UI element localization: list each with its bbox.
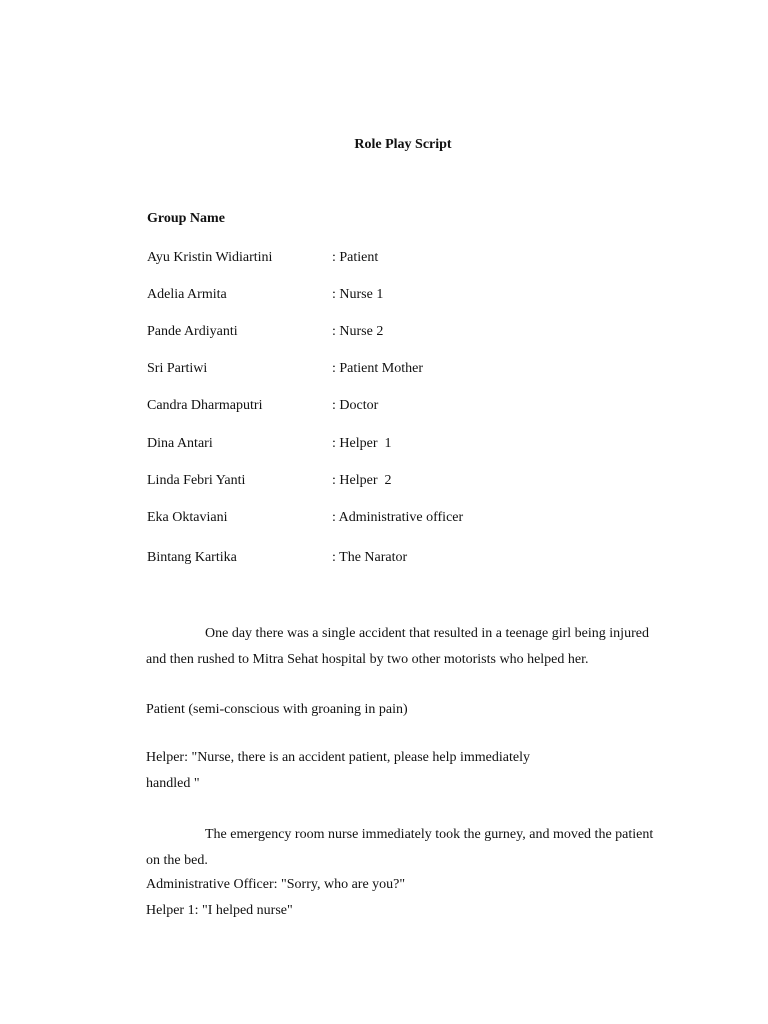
member-role: : Helper 1 — [332, 436, 392, 451]
member-row — [147, 436, 667, 456]
helper1-line: Helper 1: "I helped nurse" — [146, 903, 293, 918]
member-name: Adelia Armita — [147, 287, 227, 302]
member-role: : Administrative officer — [332, 510, 464, 525]
member-row — [147, 550, 667, 570]
admin-officer-line: Administrative Officer: "Sorry, who are you?" — [146, 877, 406, 892]
member-row — [147, 473, 667, 493]
member-role: : Patient Mother — [332, 361, 423, 376]
narration-paragraph: One day there was a single accident that resulted in a teenage girl being injured and then rushed to Mitra Sehat hospital by two other motorists who helped her. — [146, 626, 649, 667]
member-name: Candra Dharmaputri — [147, 398, 263, 413]
member-row — [147, 324, 667, 344]
narration-paragraph: The emergency room nurse immediately took the gurney, and moved the patient on the bed. — [146, 827, 654, 868]
helper-line: Helper: "Nurse, there is an accident patient, please help immediately — [146, 750, 530, 765]
member-name: Ayu Kristin Widiartini — [147, 250, 273, 265]
member-name: Linda Febri Yanti — [147, 473, 246, 488]
member-name: Sri Partiwi — [147, 361, 208, 376]
member-role: : Doctor — [332, 398, 379, 413]
document-title: Role Play Script — [354, 137, 452, 152]
patient-line: Patient (semi-conscious with groaning in pain) — [146, 702, 408, 717]
member-row — [147, 287, 667, 307]
member-row — [147, 361, 667, 381]
member-role: : Patient — [332, 250, 379, 265]
member-name: Eka Oktaviani — [147, 510, 228, 525]
member-name: Pande Ardiyanti — [147, 324, 238, 339]
helper-line-continued: handled " — [146, 776, 200, 791]
member-name: Dina Antari — [147, 436, 213, 451]
member-role: : Nurse 1 — [332, 287, 384, 302]
member-row — [147, 250, 667, 270]
member-role: : Nurse 2 — [332, 324, 384, 339]
member-role: : Helper 2 — [332, 473, 392, 488]
member-row — [147, 510, 667, 530]
member-role: : The Narator — [332, 550, 408, 565]
member-row — [147, 398, 667, 418]
member-name: Bintang Kartika — [147, 550, 237, 565]
group-name-heading: Group Name — [147, 211, 225, 226]
